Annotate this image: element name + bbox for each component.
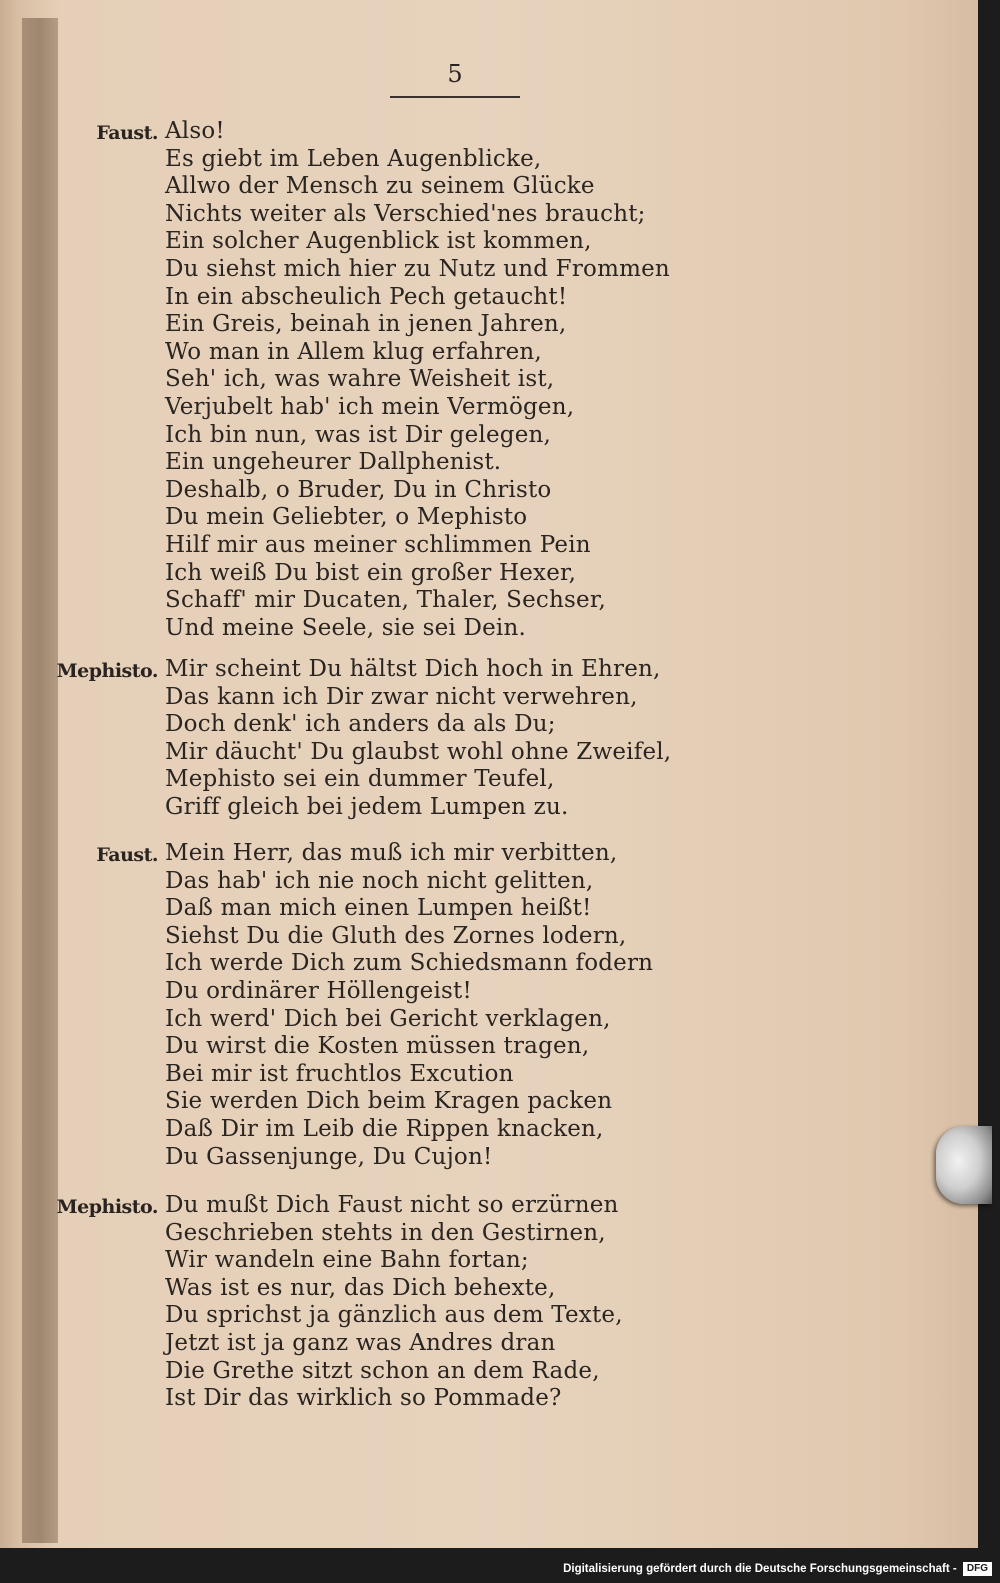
verse-line: Ein ungeheurer Dallphenist. — [165, 449, 502, 476]
verse-lines — [165, 840, 653, 1171]
verse-line: Daß Dir im Leib die Rippen knacken, — [165, 1115, 604, 1142]
verse-line: Ich weiß Du bist ein großer Hexer, — [165, 559, 577, 586]
verse-line: Du sprichst ja gänzlich aus dem Texte, — [165, 1302, 623, 1329]
verse-line: Die Grethe sitzt schon an dem Rade, — [165, 1357, 600, 1384]
verse-line: In ein abscheulich Pech getaucht! — [165, 283, 568, 310]
verse-line: Mir däucht' Du glaubst wohl ohne Zweifel, — [165, 738, 672, 765]
verse-line: Griff gleich bei jedem Lumpen zu. — [165, 793, 569, 820]
verse-line: Sie werden Dich beim Kragen packen — [165, 1088, 613, 1115]
verse-lines — [165, 1192, 623, 1413]
verse-line: Ein Greis, beinah in jenen Jahren, — [165, 311, 567, 338]
verse-line: Nichts weiter als Verschied'nes braucht; — [165, 200, 646, 227]
digitization-footer — [563, 1557, 992, 1581]
page-number: 5 — [447, 60, 463, 88]
speaker-label: Mephisto. — [56, 1196, 158, 1218]
speaker-label: Mephisto. — [56, 660, 158, 682]
verse-line: Ich werde Dich zum Schiedsmann fodern — [165, 950, 654, 977]
dfg-logo: DFG — [963, 1562, 992, 1576]
verse-line: Siehst Du die Gluth des Zornes lodern, — [165, 922, 627, 949]
verse-line: Du wirst die Kosten müssen tragen, — [165, 1033, 590, 1060]
verse-line: Daß man mich einen Lumpen heißt! — [165, 895, 592, 922]
verse-line: Du siehst mich hier zu Nutz und Frommen — [165, 255, 670, 282]
verse-line: Mein Herr, das muß ich mir verbitten, — [165, 840, 618, 866]
verse-line: Schaff' mir Ducaten, Thaler, Sechser, — [165, 587, 607, 614]
page-number-rule — [390, 96, 520, 98]
verse-line: Ist Dir das wirklich so Pommade? — [165, 1385, 562, 1412]
verse-line: Allwo der Mensch zu seinem Glücke — [165, 173, 595, 200]
verse-line: Es giebt im Leben Augenblicke, — [165, 145, 542, 172]
verse-line: Du ordinärer Höllengeist! — [165, 977, 472, 1004]
verse-line: Also! — [165, 118, 225, 144]
footer-text: Digitalisierung gefördert durch die Deutsche Forschungsgemeinschaft - — [563, 1563, 957, 1575]
verse-line: Wo man in Allem klug erfahren, — [165, 338, 542, 365]
verse-line: Verjubelt hab' ich mein Vermögen, — [165, 393, 575, 420]
verse-line: Hilf mir aus meiner schlimmen Pein — [165, 531, 591, 558]
verse-line: Du mußt Dich Faust nicht so erzürnen — [165, 1192, 619, 1218]
page-clip-icon — [936, 1126, 992, 1204]
verse-line: Und meine Seele, sie sei Dein. — [165, 614, 527, 641]
verse-line: Du mein Geliebter, o Mephisto — [165, 504, 528, 531]
speaker-label: Faust. — [96, 122, 158, 144]
verse-line: Wir wandeln eine Bahn fortan; — [165, 1247, 529, 1274]
verse-line: Das hab' ich nie noch nicht gelitten, — [165, 867, 594, 894]
verse-line: Mephisto sei ein dummer Teufel, — [165, 766, 555, 793]
verse-lines — [165, 118, 670, 642]
verse-line: Doch denk' ich anders da als Du; — [165, 711, 556, 738]
verse-line: Ein solcher Augenblick ist kommen, — [165, 228, 592, 255]
verse-line: Geschrieben stehts in den Gestirnen, — [165, 1219, 606, 1246]
speaker-label: Faust. — [96, 844, 158, 866]
verse-line: Was ist es nur, das Dich behexte, — [165, 1274, 556, 1301]
verse-line: Deshalb, o Bruder, Du in Christo — [165, 476, 552, 503]
verse-line: Das kann ich Dir zwar nicht verwehren, — [165, 683, 638, 710]
verse-line: Mir scheint Du hältst Dich hoch in Ehren, — [165, 656, 661, 682]
verse-line: Du Gassenjunge, Du Cujon! — [165, 1143, 493, 1170]
verse-line: Ich werd' Dich bei Gericht verklagen, — [165, 1005, 611, 1032]
verse-lines — [165, 656, 671, 822]
verse-line: Seh' ich, was wahre Weisheit ist, — [165, 366, 555, 393]
page-gutter — [22, 18, 58, 1543]
verse-line: Bei mir ist fruchtlos Excution — [165, 1060, 514, 1087]
verse-line: Jetzt ist ja ganz was Andres dran — [165, 1329, 556, 1356]
verse-line: Ich bin nun, was ist Dir gelegen, — [165, 421, 552, 448]
